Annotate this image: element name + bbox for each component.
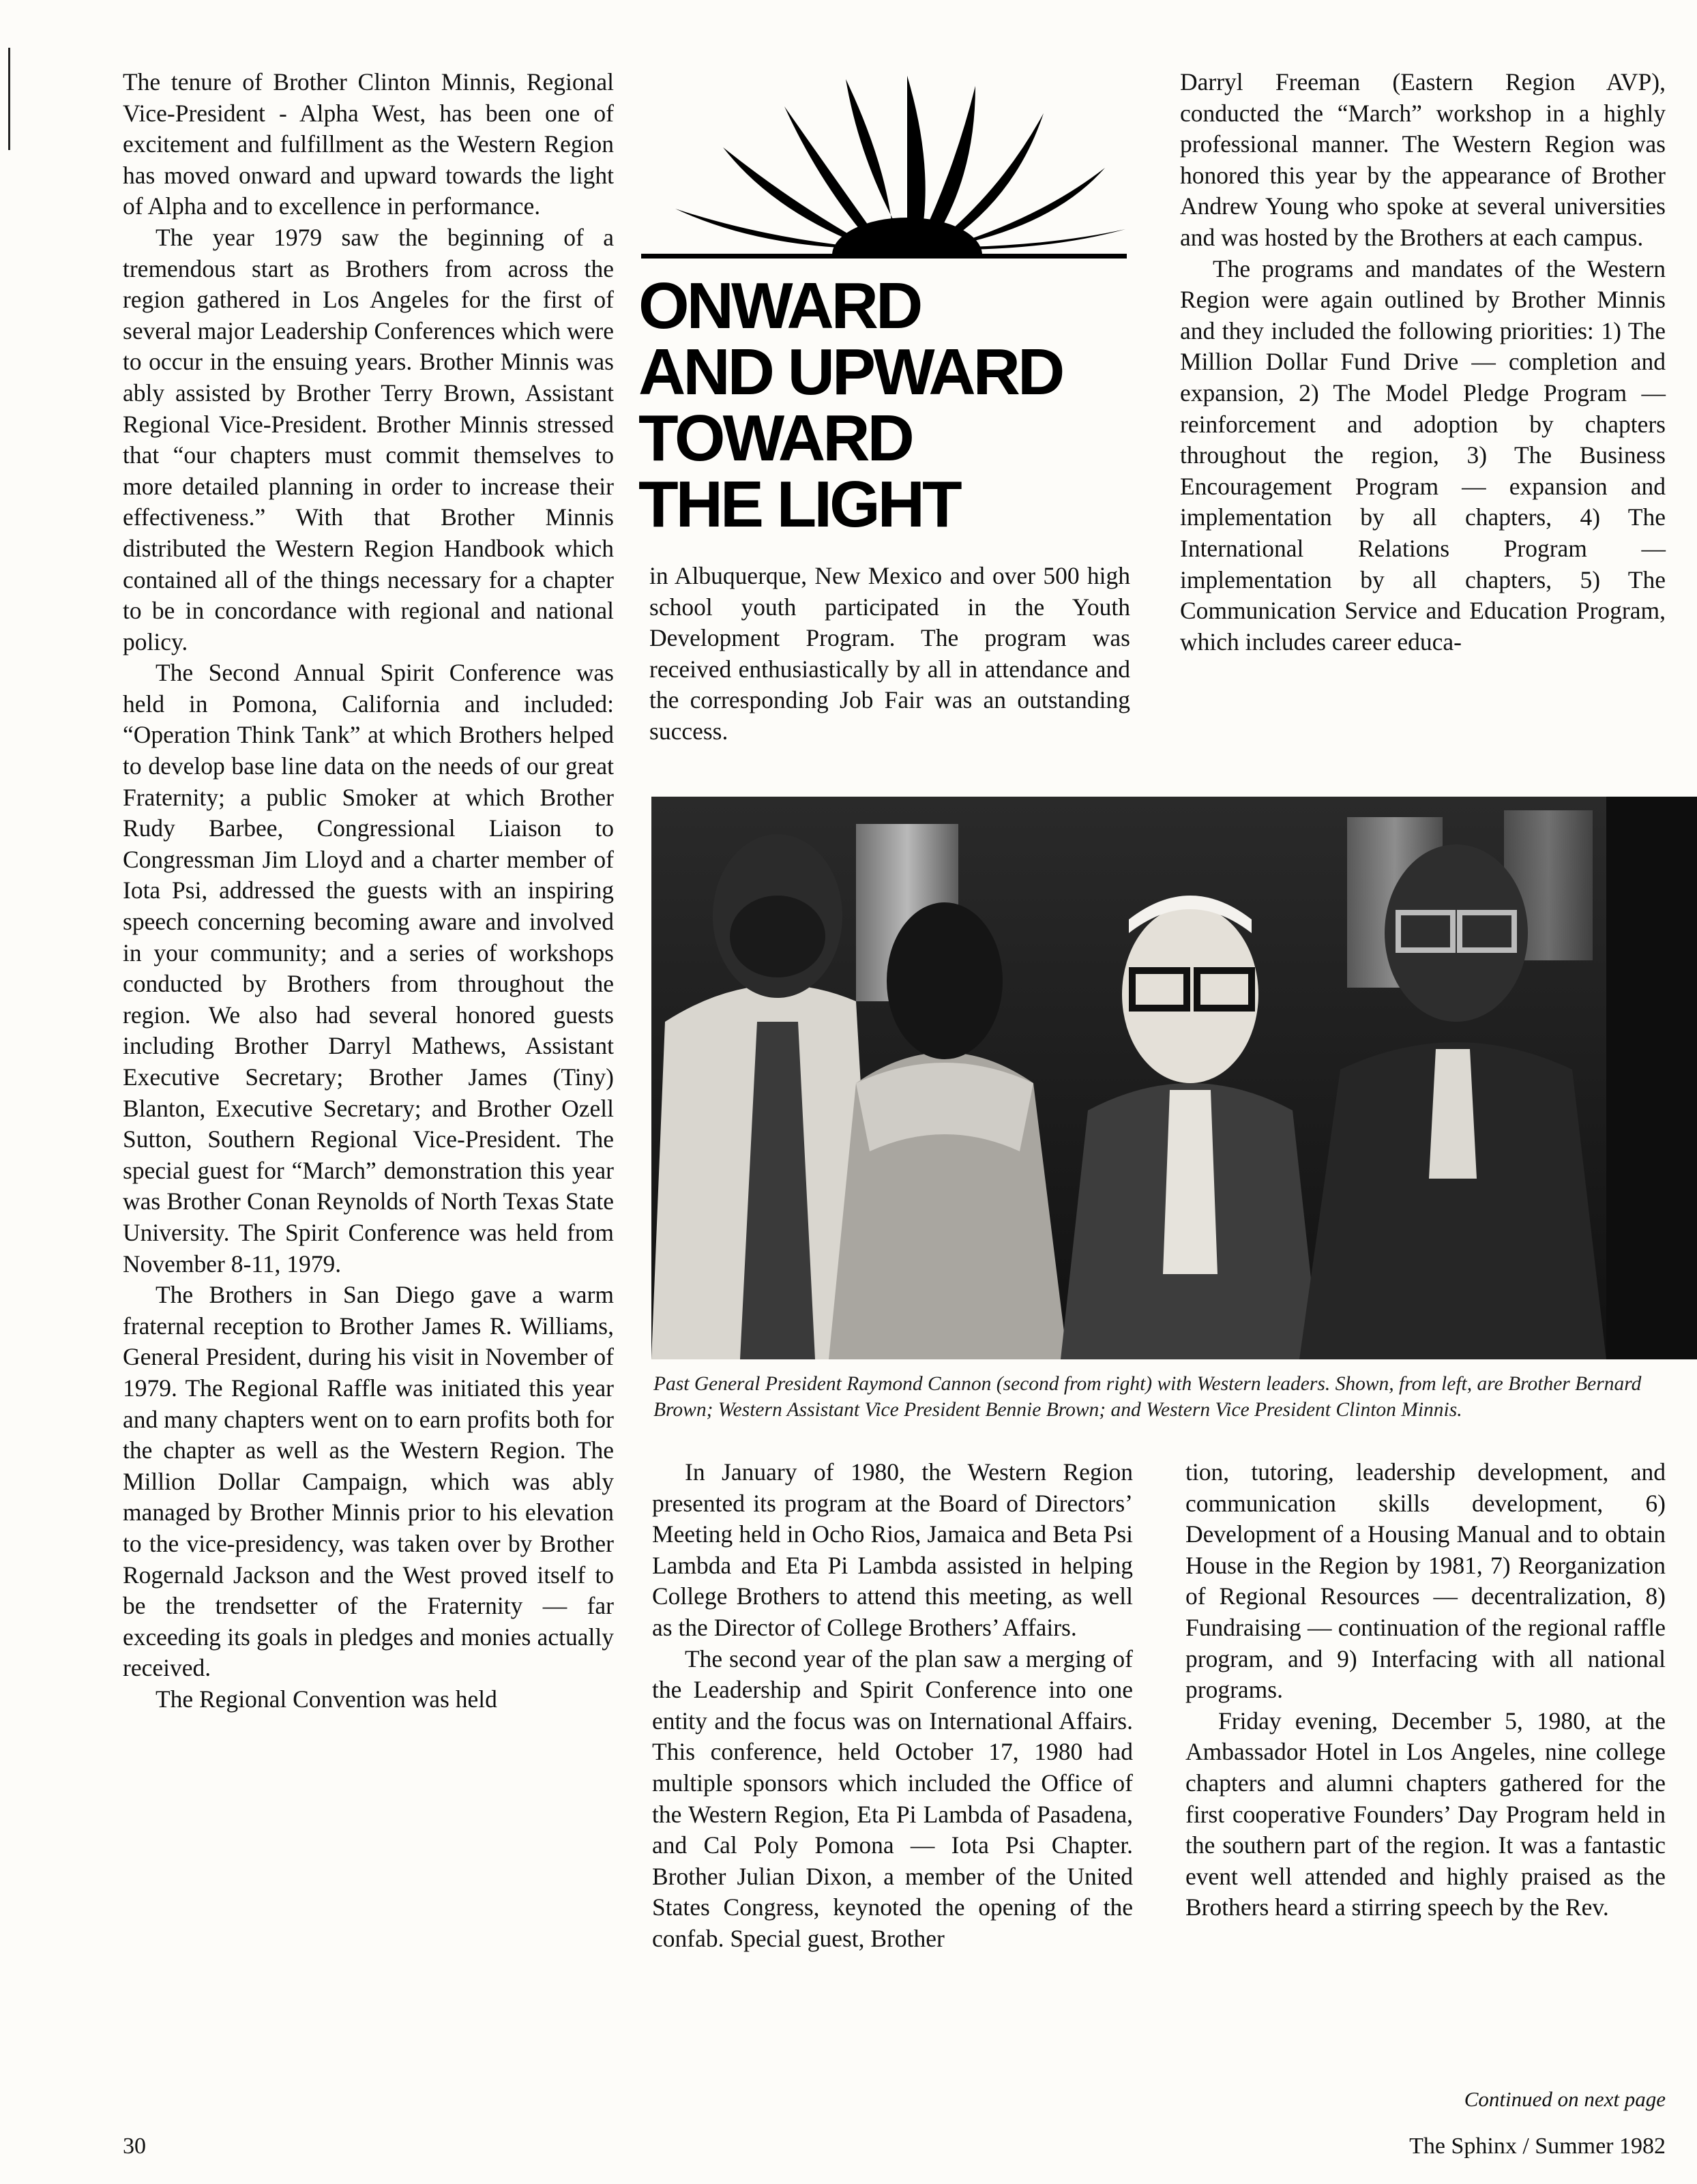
- article-column-right-top: [1180, 67, 1666, 658]
- continued-note: Continued on next page: [1464, 2087, 1666, 2111]
- paragraph: The Second Annual Spirit Conference was held in Pomona, California and included: “Operation Think Tank” at which Brothers helped to develop base line data on the needs of our great Fraternity; a public Smoker at which Brother Rudy Barbee, Congressional Liaison to Congressman Jim Lloyd and a charter member of Iota Psi, addressed the guests with an inspiring speech concerning becoming aware and involved in your community; and a series of workshops conducted by Brothers from throughout the region. We also had several honored guests including Brother Darryl Mathews, Assistant Executive Secretary; Brother James (Tiny) Blanton, Executive Secretary; and Brother Ozell Sutton, Southern Regional Vice-President. The special guest for “March” demonstration this year was Brother Conan Reynolds of North Texas State University. The Spirit Conference was held from November 8-11, 1979.: [123, 659, 614, 1278]
- headline-line: AND UPWARD: [638, 336, 1063, 409]
- paragraph: The tenure of Brother Clinton Minnis, Regional Vice-President - Alpha West, has been one of excitement and fulfillment as the Western Region has moved onward and upward towards the light of Alpha and to excellence in performance.: [123, 68, 614, 220]
- photo-caption: Past General President Raymond Cannon (second from right) with Western leaders. Shown, from left, are Brother Bernard Brown; Western Assistant Vice President Bennie Brown; and Western Vice President Clinton Minnis.: [653, 1373, 1642, 1421]
- article-column-left: [123, 67, 614, 1715]
- headline-line: THE LIGHT: [638, 468, 960, 541]
- page-number: 30: [123, 2134, 146, 2159]
- paragraph: The Regional Convention was held: [156, 1685, 497, 1713]
- paragraph: The second year of the plan saw a merging of the Leadership and Spirit Conference into one entity and the focus was on International Affairs. This conference, held October 17, 1980 had multiple sponsors which included the Office of the Western Region, Eta Pi Lambda of Pasadena, and Cal Poly Pomona — Iota Psi Chapter. Brother Julian Dixon, a member of the United States Congress, keynoted the opening of the confab. Special guest, Brother: [652, 1644, 1133, 1952]
- running-footer: The Sphinx / Summer 1982: [1409, 2134, 1666, 2159]
- paragraph: The Brothers in San Diego gave a warm fraternal reception to Brother James R. Williams, General President, during his visit in November of 1979. The Regional Raffle was initiated this year and many chapters went on to earn profits both for the chapter as well as the Western Region. The Million Dollar Campaign, which was ably managed by Brother Minnis prior to his elevation to the vice-presidency, was taken over by Brother Rogernald Jackson and the West proved itself to be the trendsetter of the Fraternity — far exceeding its goals in pledges and monies actually received.: [123, 1281, 614, 1682]
- paragraph: in Albuquerque, New Mexico and over 500 high school youth participated in the Youth Development Program. The program was received enthusiastically by all in attendance and the corresponding Job Fair was an outstanding success.: [649, 562, 1130, 745]
- group-photograph: [651, 797, 1697, 1359]
- headline-line: TOWARD: [638, 402, 912, 475]
- headline-line: ONWARD: [638, 269, 921, 342]
- paragraph: tion, tutoring, leadership development, and communication skills development, 6) Development of a Housing Manual and to obtain House in the Region by 1981, 7) Reorganization of Regional Resources — decentralization, 8) Fundraising — continuation of the regional raffle program, and 9) Interfacing with all national programs.: [1185, 1458, 1666, 1704]
- headline: [638, 269, 1157, 541]
- article-column-middle-top: [649, 561, 1130, 748]
- paragraph: The year 1979 saw the beginning of a tremendous start as Brothers from across the region gathered in Los Angeles for the first of several major Leadership Conferences which were to occur in the ensuing years. Brother Minnis was ably assisted by Brother Terry Brown, Assistant Regional Vice-President. Brother Minnis stressed that “our chapters must commit themselves to more detailed planning in order to increase their effectiveness.” With that Brother Minnis distributed the Western Region Handbook which contained all of the things necessary for a chapter to be in concordance with regional and national policy.: [123, 223, 614, 655]
- article-column-right-bottom: [1185, 1457, 1666, 1923]
- sunburst-logo: [634, 65, 1132, 263]
- article-column-middle-bottom: [652, 1457, 1133, 1955]
- horizon-line: [641, 254, 1127, 259]
- paragraph: The programs and mandates of the Western Region were again outlined by Brother Minnis and they included the following priorities: 1) The Million Dollar Fund Drive — completion and expansion, 2) The Model Pledge Program — reinforcement and adoption by chapters throughout the region, 3) The Business Encouragement Program — expansion and implementation by all chapters, 4) The International Relations Program — implementation by all chapters, 5) The Communication Service and Education Program, which includes career educa-: [1180, 254, 1666, 655]
- paragraph: Darryl Freeman (Eastern Region AVP), conducted the “March” workshop in a highly professional manner. The Western Region was honored this year by the appearance of Brother Andrew Young who spoke at several universities and was hosted by the Brothers at each campus.: [1180, 68, 1666, 251]
- paragraph: In January of 1980, the Western Region presented its program at the Board of Directors’ Meeting held in Ocho Rios, Jamaica and Beta Psi Lambda and Eta Pi Lambda assisted in helping College Brothers to attend this meeting, as well as the Director of College Brothers’ Affairs.: [652, 1458, 1133, 1641]
- margin-rule: [8, 48, 10, 150]
- paragraph: Friday evening, December 5, 1980, at the Ambassador Hotel in Los Angeles, nine college chapters and alumni chapters gathered for the first cooperative Founders’ Day Program held in the southern part of the region. It was a fantastic event well attended and highly praised as the Brothers heard a stirring speech by the Rev.: [1185, 1707, 1666, 1921]
